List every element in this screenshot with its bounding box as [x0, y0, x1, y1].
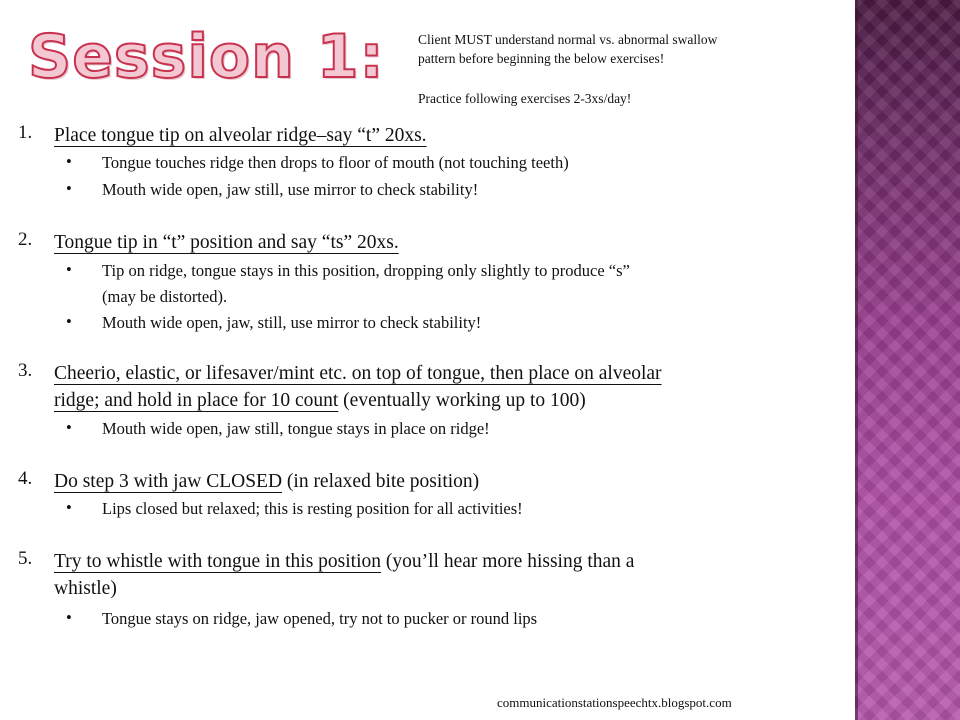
bullet-text: Tongue stays on ridge, jaw opened, try not to pucker or round lips [102, 609, 538, 628]
bullet-glyph: • [66, 260, 72, 279]
heading-underlined: Do step 3 with jaw CLOSED [54, 471, 283, 492]
bullet-glyph: • [66, 418, 72, 437]
heading-line-2-rest: (eventually working up to 100) [338, 390, 586, 411]
bullet-text: Mouth wide open, jaw, still, use mirror to check stability! [102, 313, 482, 332]
heading-rest: (in relaxed bite position) [282, 471, 480, 492]
heading-underlined: Try to whistle with tongue in this position [54, 551, 382, 572]
bullet-text: Mouth wide open, jaw still, use mirror to check stability! [102, 180, 479, 199]
exercise-heading [54, 548, 814, 602]
heading-underlined: Place tongue tip on alveolar ridge–say “t” 20xs. [54, 125, 427, 146]
heading-line-2: whistle) [54, 578, 117, 599]
item-number: 2. [18, 229, 33, 250]
side-band-edge [855, 0, 858, 720]
item-number: 3. [18, 360, 33, 381]
heading-line-2-underlined: ridge; and hold in place for 10 count [54, 390, 339, 411]
page-title: Session 1: [28, 22, 385, 92]
heading-line-1: Cheerio, elastic, or lifesaver/mint etc. on top of tongue, then place on alveolar [54, 363, 662, 384]
bullet-glyph: • [66, 179, 72, 198]
bullet-text: Lips closed but relaxed; this is resting position for all activities! [102, 499, 523, 518]
note-line-2: pattern before beginning the below exercises! [418, 51, 665, 66]
item-number: 5. [18, 548, 33, 569]
exercise-heading [54, 229, 814, 256]
bullet-glyph: • [66, 152, 72, 171]
decorative-side-band [855, 0, 960, 720]
bullet-glyph: • [66, 608, 72, 627]
note-line-1: Client MUST understand normal vs. abnormal swallow [418, 32, 718, 47]
practice-note: Practice following exercises 2-3xs/day! [418, 91, 632, 106]
footer-url: communicationstationspeechtx.blogspot.com [497, 695, 732, 710]
exercise-heading [54, 122, 814, 149]
bullet-glyph: • [66, 312, 72, 331]
instruction-note [418, 30, 818, 68]
bullet-glyph: • [66, 498, 72, 517]
exercise-heading [54, 468, 814, 495]
bullet-text: Tip on ridge, tongue stays in this position, dropping only slightly to produce “s” [102, 261, 630, 280]
heading-rest: (you’ll hear more hissing than a [381, 551, 635, 572]
item-number: 4. [18, 468, 33, 489]
bullet-text: Mouth wide open, jaw still, tongue stays in place on ridge! [102, 419, 490, 438]
bullet-text: Tongue touches ridge then drops to floor of mouth (not touching teeth) [102, 153, 569, 172]
exercise-heading [54, 360, 814, 414]
heading-underlined: Tongue tip in “t” position and say “ts” 20xs. [54, 232, 399, 253]
item-number: 1. [18, 122, 33, 143]
bullet-text-continued: (may be distorted). [102, 287, 228, 306]
